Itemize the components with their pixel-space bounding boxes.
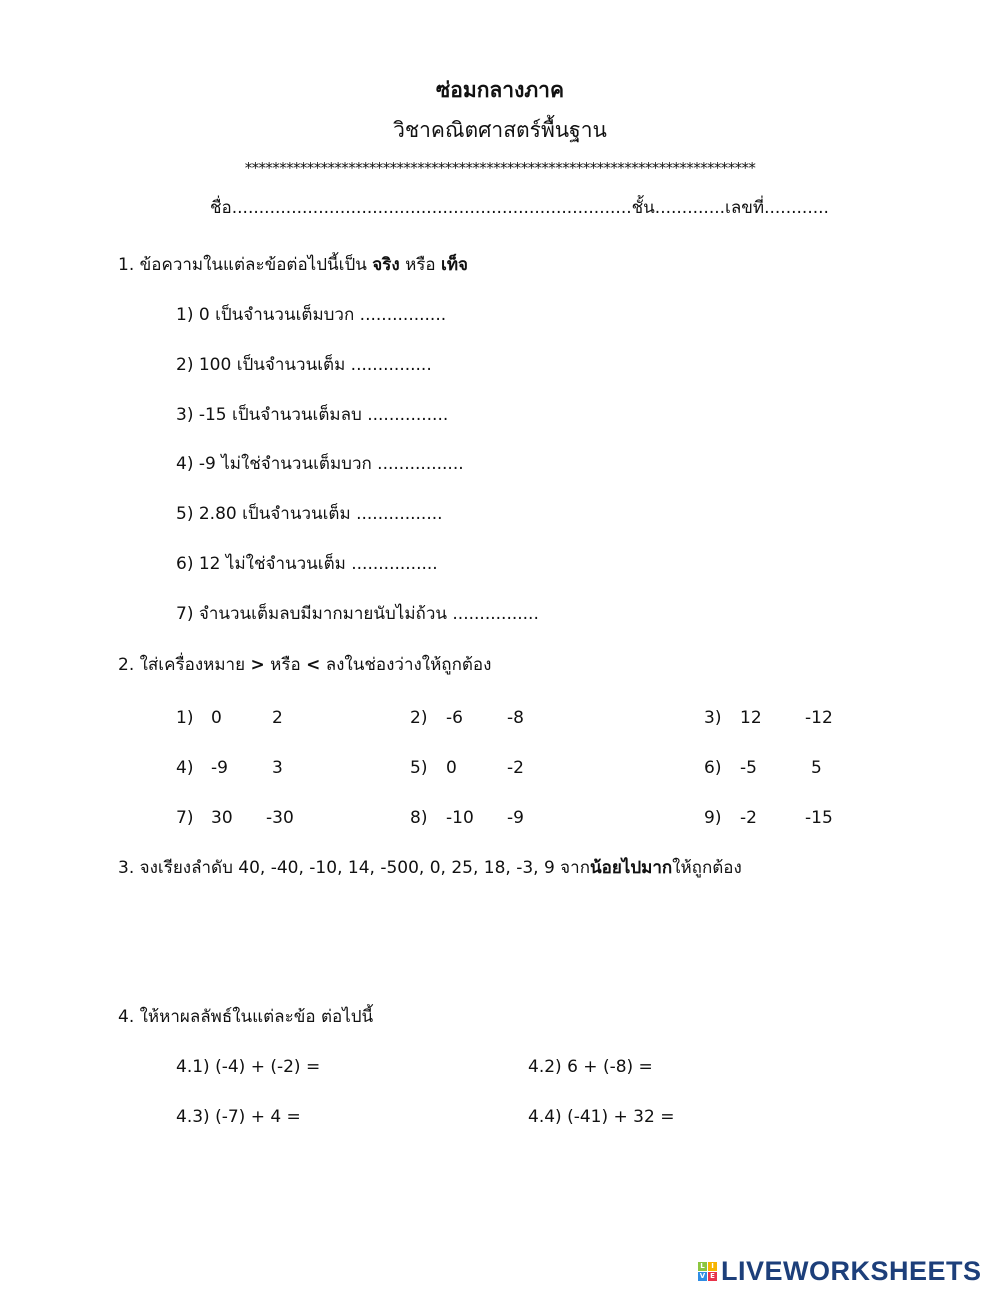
q2-item-right-value: -9: [507, 808, 524, 828]
q2-item-left-value: 30: [211, 808, 233, 828]
q2-item-right-value: 3: [272, 758, 283, 778]
q2-item-left-value: -9: [211, 758, 228, 778]
q2-item-left-value: 0: [211, 708, 222, 728]
q2-heading: 2. ใส่เครื่องหมาย > หรือ < ลงในช่องว่างให้ถูกต้อง: [118, 655, 492, 675]
logo-block: E: [708, 1272, 717, 1281]
q2-item-left-value: 0: [446, 758, 457, 778]
q2-item-left-value: -6: [446, 708, 463, 728]
q2-item-right-value: -30: [266, 808, 294, 828]
q1-item: 7) จำนวนเต็มลบมีมากมายนับไม่ถ้วน ................: [176, 603, 539, 624]
q1-item: 6) 12 ไม่ใช่จำนวนเต็ม ................: [176, 554, 438, 574]
q2-item-number: 4): [176, 758, 194, 778]
q2-item-number: 5): [410, 758, 428, 778]
q2-item-number: 2): [410, 708, 428, 728]
page-title: ซ่อมกลางภาค: [435, 78, 565, 102]
q2-item-right-value: -8: [507, 708, 524, 728]
q1-heading: 1. ข้อความในแต่ละข้อต่อไปนี้เป็น จริง หรือ เท็จ: [118, 255, 469, 275]
q1-item: 3) -15 เป็นจำนวนเต็มลบ ...............: [176, 404, 449, 425]
q2-item-number: 3): [704, 708, 722, 728]
q2-item-number: 6): [704, 758, 722, 778]
q1-item: 4) -9 ไม่ใช่จำนวนเต็มบวก ................: [176, 454, 464, 475]
q2-item-left-value: 12: [740, 708, 762, 728]
q1-item: 2) 100 เป็นจำนวนเต็ม ...............: [176, 354, 432, 375]
q2-item-right-value: 5: [811, 758, 822, 778]
logo-block: V: [699, 1272, 706, 1280]
q4-item: 4.3) (-7) + 4 =: [176, 1107, 301, 1127]
liveworksheets-logo: [698, 1256, 982, 1287]
q2-item-right-value: -15: [805, 808, 833, 828]
q2-item-left-value: -5: [740, 758, 757, 778]
q2-item-number: 1): [176, 708, 194, 728]
live-blocks-icon: [698, 1262, 717, 1281]
q2-item-number: 8): [410, 808, 428, 828]
name-class-number-line: ชื่อ..........................................................................ชั้น.............เลขที่............: [210, 198, 829, 218]
logo-block: I: [708, 1262, 717, 1271]
q1-item: 1) 0 เป็นจำนวนเต็มบวก ................: [176, 305, 447, 325]
q2-item-left-value: -2: [740, 808, 757, 828]
logo-text: LIVEWORKSHEETS: [721, 1256, 982, 1286]
q2-item-right-value: -12: [805, 708, 833, 728]
q2-item-right-value: -2: [507, 758, 524, 778]
q4-item: 4.2) 6 + (-8) =: [528, 1057, 653, 1077]
q4-heading: 4. ให้หาผลลัพธ์ในแต่ละข้อ ต่อไปนี้: [118, 1007, 374, 1027]
q2-item-left-value: -10: [446, 808, 474, 828]
q4-item: 4.4) (-41) + 32 =: [528, 1107, 675, 1127]
page-subtitle: วิชาคณิตศาสตร์พื้นฐาน: [393, 118, 607, 142]
q3-heading: 3. จงเรียงลำดับ 40, -40, -10, 14, -500, 0, 25, 18, -3, 9 จากน้อยไปมากให้ถูกต้อง: [118, 858, 742, 878]
q2-item-number: 9): [704, 808, 722, 828]
q1-item: 5) 2.80 เป็นจำนวนเต็ม ................: [176, 504, 443, 525]
separator: **************************************************************************: [244, 159, 756, 177]
q2-item-number: 7): [176, 808, 194, 828]
logo-block: L: [698, 1262, 707, 1271]
q4-item: 4.1) (-4) + (-2) =: [176, 1057, 321, 1077]
q2-item-right-value: 2: [272, 708, 283, 728]
